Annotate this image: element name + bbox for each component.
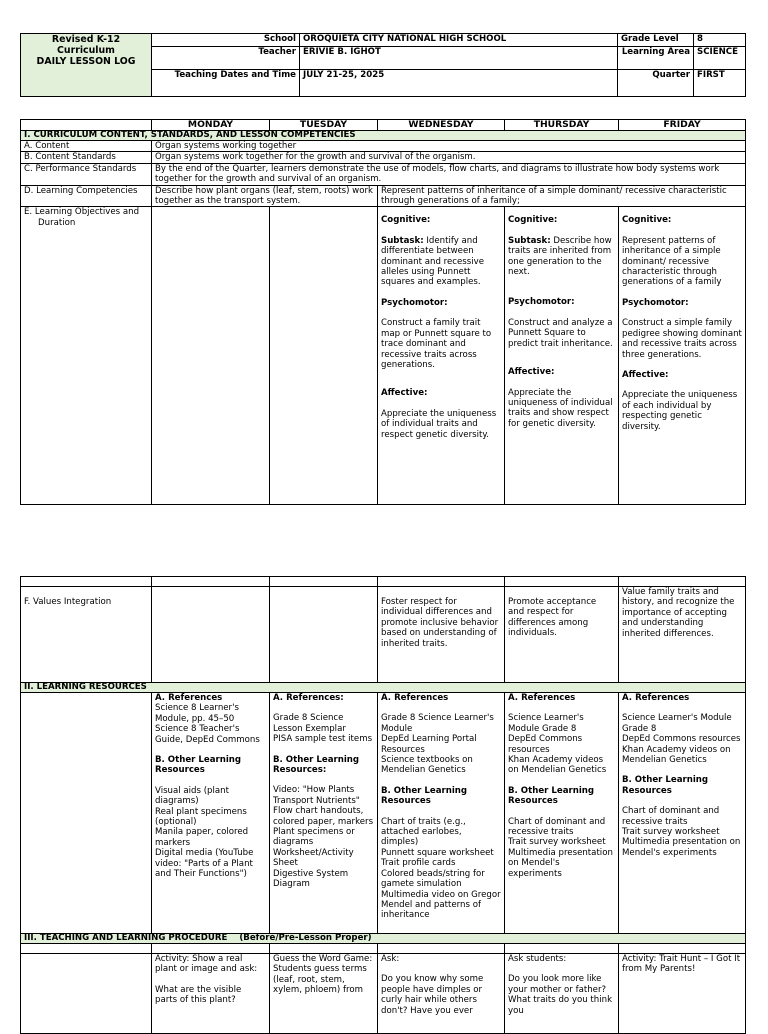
resources-wednesday [378,693,505,934]
school-value: OROQUIETA CITY NATIONAL HIGH SCHOOL [300,34,618,47]
content-label: A. Content [21,141,152,152]
day-header-wednesday: WEDNESDAY [378,120,505,131]
day-header-blank [21,120,152,131]
wed-other-resources-heading: B. Other Learning Resources [381,785,468,807]
mon-references-heading: A. References [155,693,223,703]
fri-cognitive-heading: Cognitive: [622,215,672,226]
fri-psychomotor-text: Construct a simple family pedigree showing dominant and recessive traits across three generations. [622,318,742,360]
wed-references-text: Grade 8 Science Learner's Module DepEd Learning Portal Resources Science textbooks on Mendelian Genetics [381,713,494,776]
thu-cognitive-heading: Cognitive: [508,215,558,226]
day-header-monday: MONDAY [152,120,270,131]
thu-other-resources-heading: B. Other Learning Resources [508,785,595,807]
thu-affective-heading: Affective: [508,367,555,378]
content-standards-value: Organ systems work together for the growth and survival of the organism. [152,152,746,163]
resources-tuesday [270,693,378,934]
continuation-header-row [21,577,746,587]
mon-references-text: Science 8 Learner's Module, pp. 45–50 Science 8 Teacher's Guide, DepEd Commons [155,703,260,745]
values-friday: Value family traits and history, and recognize the importance of accepting and understanding inherited differences. [619,587,746,683]
competencies-wed-fri: Represent patterns of inheritance of a simple dominant/ recessive characteristic through generations of a family; [378,185,746,207]
thu-subtask: Subtask: Describe how traits are inherited from one generation to the next. [508,235,612,278]
wed-cognitive-heading: Cognitive: [381,215,431,226]
fri-references-text: Science Learner's Module Grade 8 DepEd Commons resources Khan Academy videos on Mendelian Genetics [622,713,741,766]
teacher-label: Teacher [152,47,300,70]
resources-label-blank [21,693,152,934]
tue-other-resources-text: Video: "How Plants Transport Nutrients" Flow chart handouts, colored paper, markers Plant specimens or diagrams Worksheet/Activity Sheet Digestive System Diagram [273,785,374,890]
wed-procedure-ask: Ask: [381,954,400,964]
objectives-tuesday [270,207,378,505]
day-header-row [21,120,746,131]
header-table [20,33,746,97]
learning-objectives-label: E. Learning Objectives and Duration [21,207,152,505]
grade-level-label: Grade Level [618,34,694,47]
thu-affective-text: Appreciate the uniqueness of individual traits and show respect for genetic diversity. [508,387,613,429]
grade-level-value: 8 [694,34,746,47]
mon-procedure-question: What are the visible parts of this plant? [155,984,242,1006]
school-label: School [152,34,300,47]
wed-psychomotor-text: Construct a family trait map or Punnett square to trace dominant and recessive traits across generations. [381,318,492,370]
thu-other-resources-text: Chart of dominant and recessive traits Trait survey worksheet Multimedia presentation on Mendel's experiments [508,816,613,879]
fri-cognitive-text: Represent patterns of inheritance of a simple dominant/ recessive characteristic through generations of a family [622,235,722,288]
performance-standards-value: By the end of the Quarter, learners demonstrate the use of models, flow charts, and diagrams to illustrate how body systems work together for the growth and survival of an organism. [152,163,746,185]
quarter-label: Quarter [618,70,694,97]
thu-procedure-question: Do you look more like your mother or father? What traits do you think you [508,974,613,1016]
tue-other-resources-heading: B. Other Learning Resources: [273,754,360,776]
dll-title: Revised K-12 Curriculum DAILY LESSON LOG [21,34,152,97]
section-3-row [21,934,746,944]
section-1-row [21,131,746,141]
values-tuesday [270,587,378,683]
teacher-value: ERIVIE B. IGHOT [300,47,618,70]
teaching-dates-label: Teaching Dates and Time [152,70,300,97]
mon-other-resources-heading: B. Other Learning Resources [155,755,242,776]
values-wednesday: Foster respect for individual differences and promote inclusive behavior based on understanding of inherited traits. [378,587,505,683]
fri-other-resources-text: Chart of dominant and recessive traits Trait survey worksheet Multimedia presentation on Mendel's experiments [622,806,741,858]
procedure-wednesday [378,954,505,1034]
section-2-title: II. LEARNING RESOURCES [21,683,746,693]
thu-psychomotor-heading: Psychomotor: [508,297,575,308]
learning-area-value: SCIENCE [694,47,746,70]
thu-psychomotor-text: Construct and analyze a Punnett Square to predict trait inheritance. [508,317,613,349]
resources-thursday [505,693,619,934]
thu-procedure-ask: Ask students: [508,954,567,964]
mon-procedure-activity: Activity: Show a real plant or image and ask: [155,954,258,975]
lesson-log-table-2 [20,576,746,1034]
wed-other-resources-text: Chart of traits (e.g., attached earlobes, dimples) Punnett square worksheet Trait profile cards Colored beads/string for gamete simulation Multimedia video on Gregor Mendel and patterns of inheritance [381,816,501,921]
objectives-wednesday [378,207,505,505]
objectives-thursday [505,207,619,505]
wed-affective-text: Appreciate the uniqueness of individual traits and respect genetic diversity. [381,408,497,440]
day-header-tuesday: TUESDAY [270,120,378,131]
values-monday [152,587,270,683]
procedure-thursday [505,954,619,1034]
competencies-mon-tue: Describe how plant organs (leaf, stem, roots) work together as the transport system. [152,185,378,207]
day-header-friday: FRIDAY [619,120,746,131]
section-2-row [21,683,746,693]
procedure-label-blank [21,954,152,1034]
wed-procedure-question: Do you know why some people have dimples or curly hair while others don't? Have you ever [381,974,484,1016]
wed-subtask: Subtask: Identify and differentiate between dominant and recessive alleles using Punnett squares and examples. [381,235,484,288]
resources-friday [619,693,746,934]
section-1-title: I. CURRICULUM CONTENT, STANDARDS, AND LESSON COMPETENCIES [21,131,746,141]
fri-affective-heading: Affective: [622,369,669,380]
section-3-spacer-row [21,944,746,954]
resources-monday [152,693,270,934]
wed-affective-heading: Affective: [381,388,428,399]
learning-competencies-label: D. Learning Competencies [21,185,152,207]
thu-references-text: Science Learner's Module Grade 8 DepEd Commons resources Khan Academy videos on Mendelian Genetics [508,713,607,776]
thu-references-heading: A. References [508,693,576,703]
section-3-title: III. TEACHING AND LEARNING PROCEDURE (Before/Pre-Lesson Proper) [21,934,746,944]
procedure-tuesday: Guess the Word Game: Students guess terms (leaf, root, stem, xylem, phloem) from [270,954,378,1034]
fri-affective-text: Appreciate the uniqueness of each individual by respecting genetic diversity. [622,390,738,432]
values-thursday: Promote acceptance and respect for differences among individuals. [505,587,619,683]
content-standards-label: B. Content Standards [21,152,152,163]
day-header-thursday: THURSDAY [505,120,619,131]
objectives-monday [152,207,270,505]
quarter-value: FIRST [694,70,746,97]
fri-psychomotor-heading: Psychomotor: [622,297,689,308]
lesson-log-table-1 [20,119,746,505]
objectives-friday [619,207,746,505]
fri-references-heading: A. References [622,693,690,703]
tue-references-heading: A. References: [273,693,344,703]
fri-other-resources-heading: B. Other Learning Resources [622,775,709,796]
procedure-monday [152,954,270,1034]
content-value: Organ systems working together [152,141,746,152]
mon-other-resources-text: Visual aids (plant diagrams) Real plant specimens (optional) Manila paper, colored markers Digital media (YouTube video: "Parts of a Plant and Their Functions") [155,785,254,880]
teaching-dates-value: JULY 21-25, 2025 [300,70,618,97]
procedure-friday: Activity: Trait Hunt – I Got It from My Parents! [619,954,746,1034]
tue-references-text: Grade 8 Science Lesson Exemplar PISA sample test items [273,713,373,745]
learning-area-label: Learning Area [618,47,694,70]
wed-references-heading: A. References [381,693,449,703]
wed-psychomotor-heading: Psychomotor: [381,297,448,308]
performance-standards-label: C. Performance Standards [21,163,152,185]
values-integration-label: F. Values Integration [21,587,152,683]
